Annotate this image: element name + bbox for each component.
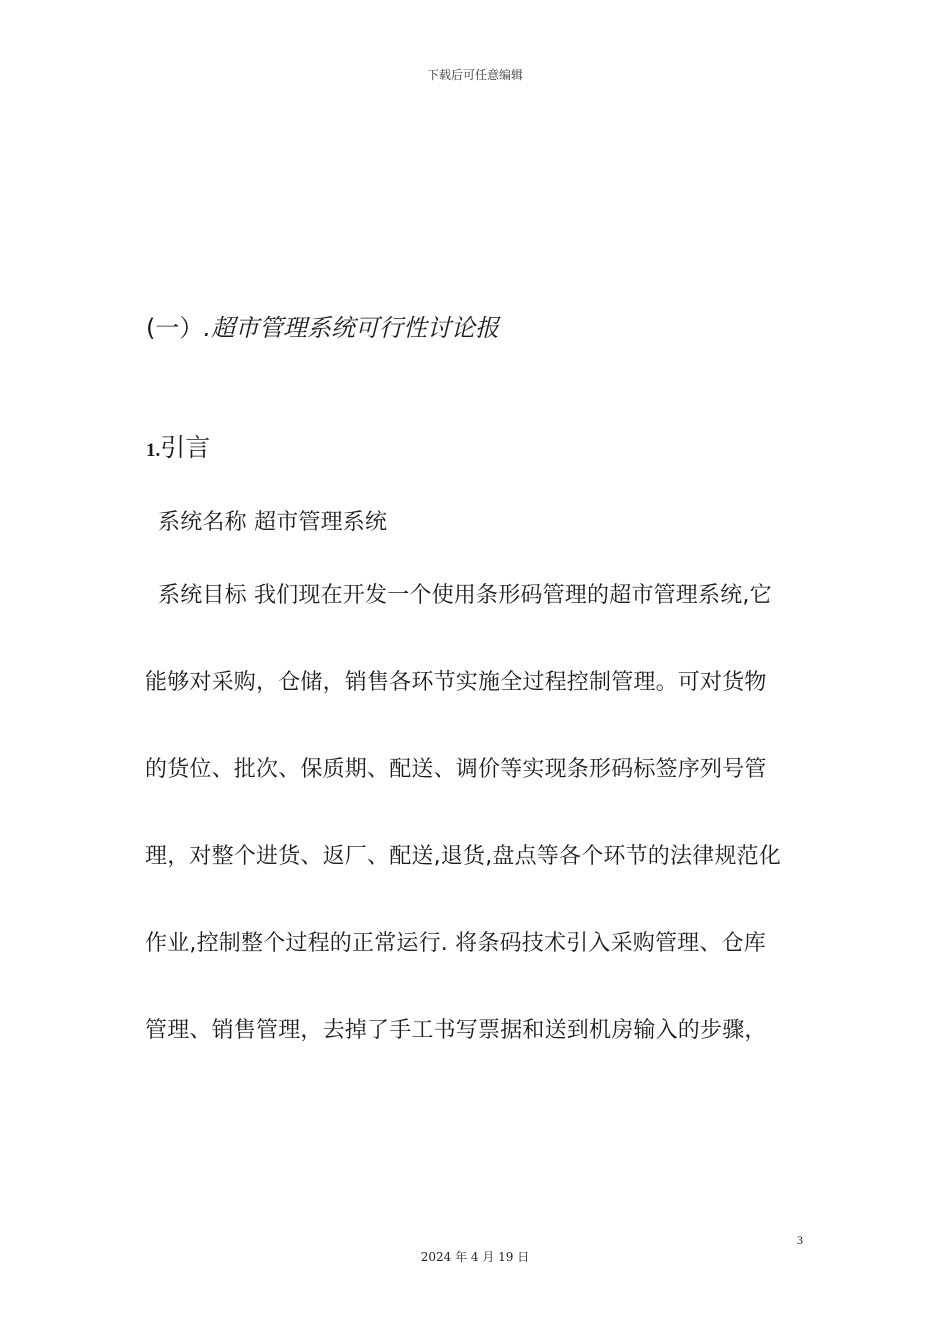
footer-date: 2024 年 4 月 19 日 (420, 1250, 530, 1264)
section-title (146, 308, 499, 343)
body-line: 能够对采购，仓储，销售各环节实施全过程控制管理。可对货物 (145, 670, 767, 695)
body-line: 管理、销售管理，去掉了手工书写票据和送到机房输入的步骤， (145, 1018, 767, 1043)
body-line-system-goal: 系统目标 我们现在开发一个使用条形码管理的超市管理系统,它 (158, 583, 772, 608)
heading-introduction (146, 428, 210, 464)
page-number: 3 (797, 1233, 803, 1247)
body-line: 作业,控制整个过程的正常运行. 将条码技术引入采购管理、仓库 (145, 931, 766, 956)
body-line: 理，对整个进货、返厂、配送,退货,盘点等各个环节的法律规范化 (145, 844, 781, 869)
heading-number: 1. (146, 440, 161, 461)
heading-text: 引言 (160, 433, 211, 462)
body-line: 的货位、批次、保质期、配送、调价等实现条形码标签序列号管 (145, 757, 767, 782)
section-number: (一） (146, 314, 204, 342)
section-title-text: .超市管理系统可行性讨论报 (203, 314, 500, 342)
header-note: 下载后可任意编辑 (426, 68, 523, 82)
body-line-system-name: 系统名称 超市管理系统 (158, 510, 388, 535)
